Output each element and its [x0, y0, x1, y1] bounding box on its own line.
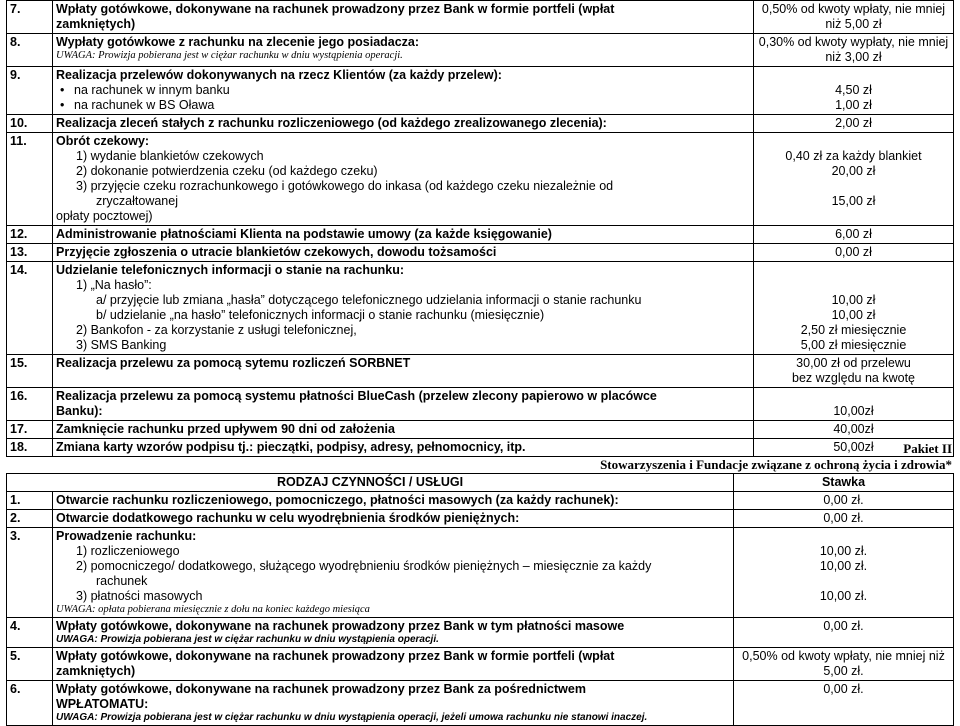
sub-item: 2) dokonanie potwierdzenia czeku (od każdego czeku): [76, 164, 378, 178]
description-line: WPŁATOMATU:: [56, 697, 149, 711]
description-line: Wpłaty gotówkowe, dokonywane na rachunek prowadzony przez Bank w tym płatności masowe: [56, 619, 625, 633]
row-fee: [754, 226, 954, 244]
row-description: [53, 388, 754, 421]
row-description: [53, 34, 754, 67]
table-row: [7, 67, 954, 115]
fee-value: 6,00 zł: [835, 227, 872, 241]
description-line: Realizacja przelewu za pomocą sytemu rozliczeń SORBNET: [56, 356, 411, 370]
row-note: UWAGA: Prowizja pobierana jest w ciężar rachunku w dniu wystąpienia operacji.: [56, 50, 403, 61]
description-line: Przyjęcie zgłoszenia o utracie blankietów czekowych, dowodu tożsamości: [56, 245, 497, 259]
description-line: Otwarcie rachunku rozliczeniowego, pomocniczego, płatności masowych (za każdy rachunek):: [56, 493, 619, 507]
row-description: [53, 421, 754, 439]
fee-value: 0,00 zł.: [823, 682, 864, 696]
sub-item: 3) płatności masowych: [76, 589, 203, 603]
table-row: [7, 648, 954, 681]
sub-item: 1) „Na hasło”:: [76, 278, 152, 292]
row-number: 3.: [7, 528, 53, 618]
row-note: UWAGA: Prowizja pobierana jest w ciężar rachunku w dniu wystąpienia operacji.: [56, 634, 439, 645]
fee-value: 2,50 zł miesięcznie: [800, 323, 907, 337]
description-line: Banku):: [56, 404, 103, 418]
description-line: Wypłaty gotówkowe z rachunku na zlecenie jego posiadacza:: [56, 35, 420, 49]
fee-value: [757, 389, 950, 404]
sub-item: rachunek: [96, 574, 148, 588]
package-heading: [600, 441, 952, 473]
row-description: [53, 262, 754, 355]
row-fee: [754, 262, 954, 355]
row-number: 15.: [7, 355, 53, 388]
fee-value: 2,00 zł: [835, 116, 872, 130]
description-line: Realizacja przelewów dokonywanych na rzecz Klientów (za każdy przelew):: [56, 68, 502, 82]
row-description: [53, 244, 754, 262]
table-row: [7, 115, 954, 133]
row-number: 18.: [7, 439, 53, 457]
table-row: [7, 421, 954, 439]
fee-value: 20,00 zł: [831, 164, 876, 178]
fee-value: 50,00zł: [833, 440, 874, 454]
fee-value: 0,40 zł za każdy blankiet: [785, 149, 922, 163]
description-line: Prowadzenie rachunku:: [56, 529, 197, 543]
fee-value: 40,00zł: [833, 422, 874, 436]
package-subtitle: Stowarzyszenia i Fundacje związane z ochroną życia i zdrowia*: [600, 457, 952, 472]
description-line: Zamknięcie rachunku przed upływem 90 dni od założenia: [56, 422, 395, 436]
bullet-item: • na rachunek w innym banku: [56, 83, 750, 98]
fee-value: bez względu na kwotę: [792, 371, 915, 385]
col-activity-header: RODZAJ CZYNNOŚCI / USŁUGI: [7, 474, 734, 492]
table-row: [7, 226, 954, 244]
table-row: [7, 1, 954, 34]
description-line: Wpłaty gotówkowe, dokonywane na rachunek prowadzony przez Bank w formie portfeli (wpłat: [56, 649, 615, 663]
table-row: [7, 355, 954, 388]
row-number: 1.: [7, 492, 53, 510]
fee-value: [757, 134, 950, 149]
fee-value: [757, 278, 950, 293]
description-line: Zmiana karty wzorów podpisu tj.: pieczątki, podpisy, adresy, pełnomocnicy, itp.: [56, 440, 526, 454]
sub-item: 3) SMS Banking: [76, 338, 167, 352]
sub-item: a/ przyjęcie lub zmiana „hasła” dotyczącego telefonicznego udzielania informacji o stanie rachunku: [96, 293, 642, 307]
row-number: 9.: [7, 67, 53, 115]
fee-value: 0,00 zł.: [823, 619, 864, 633]
table-header-row: [7, 474, 954, 492]
fee-value: 10,00 zł.: [819, 544, 868, 558]
description-line: zamkniętych): [56, 17, 136, 31]
fee-value: 30,00 zł od przelewu: [796, 356, 911, 370]
fee-table-1: [6, 0, 954, 457]
row-number: 11.: [7, 133, 53, 226]
fee-value: 4,50 zł: [835, 83, 872, 97]
row-number: 7.: [7, 1, 53, 34]
row-fee: [754, 421, 954, 439]
row-number: 2.: [7, 510, 53, 528]
fee-value: 15,00 zł: [831, 194, 876, 208]
row-number: 14.: [7, 262, 53, 355]
row-fee: [734, 528, 954, 618]
description-line: Otwarcie dodatkowego rachunku w celu wyodrębnienia środków pieniężnych:: [56, 511, 520, 525]
row-number: 6.: [7, 681, 53, 726]
sub-item: 1) rozliczeniowego: [76, 544, 180, 558]
fee-value: [737, 529, 950, 544]
col-rate-header: Stawka: [734, 474, 954, 492]
row-fee: [754, 1, 954, 34]
row-number: 12.: [7, 226, 53, 244]
row-number: 4.: [7, 618, 53, 648]
bullet-item: • na rachunek w BS Oława: [56, 98, 750, 113]
description-line: Obrót czekowy:: [56, 134, 150, 148]
fee-value: [757, 263, 950, 278]
row-fee: [734, 648, 954, 681]
sub-item: 2) Bankofon - za korzystanie z usługi telefonicznej,: [76, 323, 357, 337]
row-description: [53, 510, 734, 528]
fee-value: 1,00 zł: [835, 98, 872, 112]
description-line: Realizacja zleceń stałych z rachunku rozliczeniowego (od każdego zrealizowanego zlecenia):: [56, 116, 607, 130]
table-row: [7, 244, 954, 262]
row-fee: [754, 34, 954, 67]
sub-item: opłaty pocztowej): [56, 209, 153, 223]
description-line: Udzielanie telefonicznych informacji o stanie na rachunku:: [56, 263, 404, 277]
description-line: Wpłaty gotówkowe, dokonywane na rachunek prowadzony przez Bank w formie portfeli (wpłat: [56, 2, 615, 16]
row-fee: [754, 388, 954, 421]
row-description: [53, 226, 754, 244]
row-fee: [754, 244, 954, 262]
row-description: [53, 681, 734, 726]
fee-value: [757, 179, 950, 194]
row-fee: [734, 618, 954, 648]
row-fee: [754, 67, 954, 115]
row-description: [53, 1, 754, 34]
description-line: Administrowanie płatnościami Klienta na podstawie umowy (za każde księgowanie): [56, 227, 552, 241]
row-fee: [734, 681, 954, 726]
description-line: zamkniętych): [56, 664, 136, 678]
row-number: 5.: [7, 648, 53, 681]
table-row: [7, 618, 954, 648]
row-fee: [754, 133, 954, 226]
row-description: [53, 67, 754, 115]
table-row: [7, 681, 954, 726]
row-note: UWAGA: Prowizja pobierana jest w ciężar rachunku w dniu wystąpienia operacji, jeżeli umowa rachunku nie stanowi inaczej.: [56, 712, 648, 723]
sub-item: 3) przyjęcie czeku rozrachunkowego i gotówkowego do inkasa (od każdego czeku niezależnie od: [76, 179, 614, 193]
row-number: 17.: [7, 421, 53, 439]
row-fee: [754, 115, 954, 133]
row-number: 13.: [7, 244, 53, 262]
table-row: [7, 510, 954, 528]
sub-item: 1) wydanie blankietów czekowych: [76, 149, 264, 163]
fee-value: [757, 68, 950, 83]
description-line: Realizacja przelewu za pomocą systemu płatności BlueCash (przelew zlecony papierowo w placówce: [56, 389, 657, 403]
row-description: [53, 355, 754, 388]
row-number: 8.: [7, 34, 53, 67]
table-row: [7, 388, 954, 421]
package-title: Pakiet II: [903, 441, 952, 456]
fee-value: 10,00zł: [833, 404, 874, 418]
row-note: UWAGA: opłata pobierana miesięcznie z dołu na koniec każdego miesiąca: [56, 604, 370, 615]
table-row: [7, 133, 954, 226]
fee-value: 0,00 zł: [835, 245, 872, 259]
row-description: [53, 528, 734, 618]
fee-value: 0,00 zł.: [823, 511, 864, 525]
fee-value: 0,30% od kwoty wypłaty, nie mniej niż 3,00 zł: [758, 35, 949, 64]
row-number: 16.: [7, 388, 53, 421]
row-description: [53, 133, 754, 226]
fee-table-2: [6, 473, 954, 726]
table-row: [7, 528, 954, 618]
table-row: [7, 492, 954, 510]
row-description: [53, 492, 734, 510]
fee-value: 5,00 zł miesięcznie: [800, 338, 907, 352]
row-description: [53, 115, 754, 133]
table-row: [7, 262, 954, 355]
row-number: 10.: [7, 115, 53, 133]
fee-value: 0,50% od kwoty wpłaty, nie mniej niż 5,00 zł.: [742, 649, 945, 678]
fee-value: 0,00 zł.: [823, 493, 864, 507]
row-fee: [734, 492, 954, 510]
fee-value: 10,00 zł: [831, 293, 876, 307]
fee-value: [737, 574, 950, 589]
description-line: Wpłaty gotówkowe, dokonywane na rachunek prowadzony przez Bank za pośrednictwem: [56, 682, 586, 696]
fee-value: 10,00 zł: [831, 308, 876, 322]
table-row: [7, 34, 954, 67]
row-fee: [754, 355, 954, 388]
sub-item: zryczałtowanej: [96, 194, 178, 208]
sub-item: b/ udzielanie „na hasło” telefonicznych informacji o stanie rachunku (miesięcznie): [96, 308, 545, 322]
fee-value: 10,00 zł.: [819, 589, 868, 603]
fee-value: 10,00 zł.: [819, 559, 868, 573]
row-fee: [734, 510, 954, 528]
row-description: [53, 648, 734, 681]
sub-item: 2) pomocniczego/ dodatkowego, służącego wyodrębnieniu środków pieniężnych – miesięcznie za każdy: [76, 559, 652, 573]
row-description: [53, 618, 734, 648]
fee-value: 0,50% od kwoty wpłaty, nie mniej niż 5,00 zł: [761, 2, 946, 31]
